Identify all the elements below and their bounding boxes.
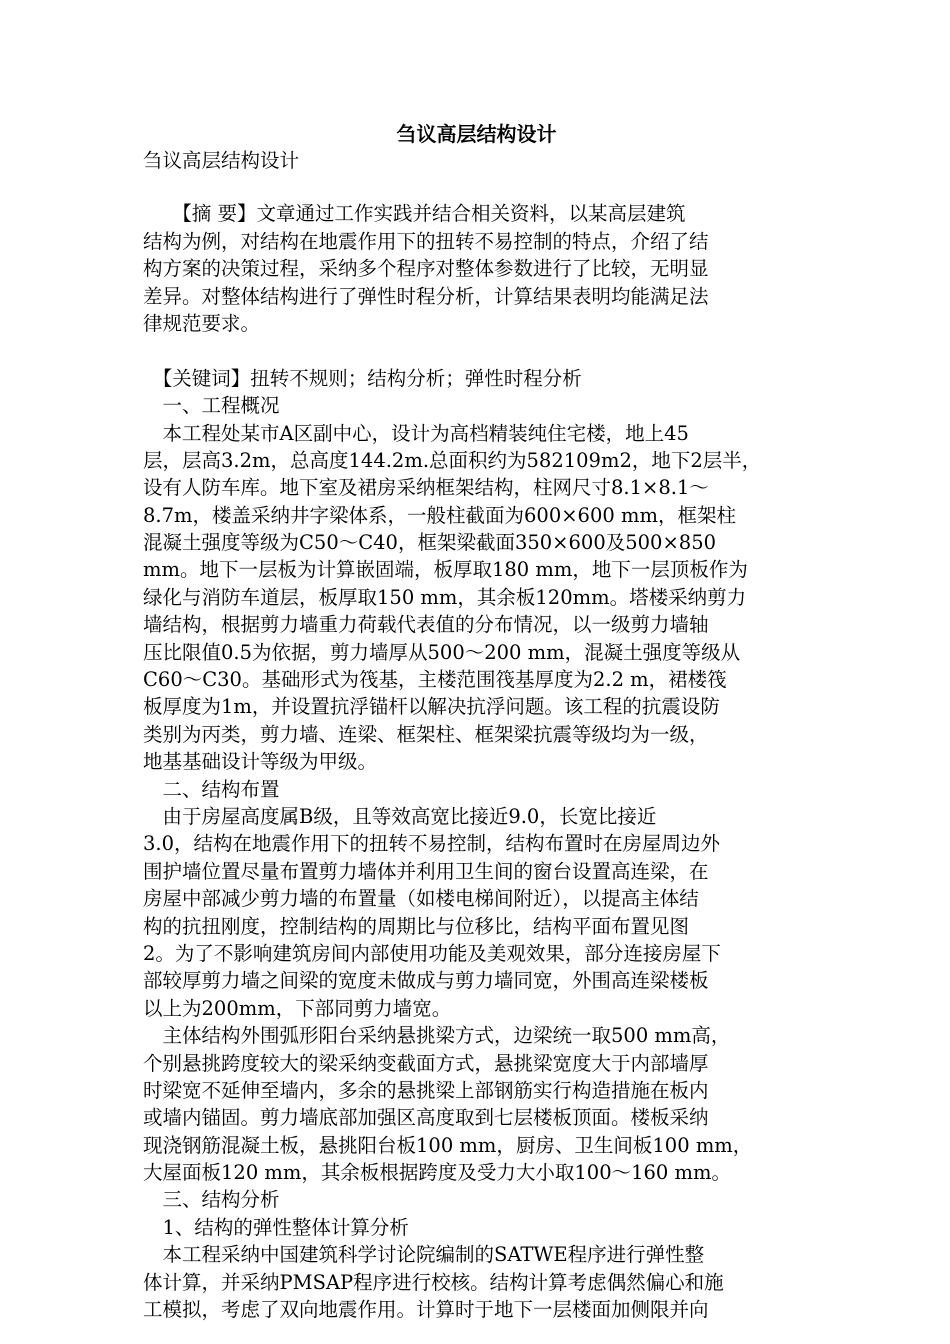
section-heading-1 bbox=[143, 392, 810, 419]
text-line: 绿化与消防车道层，板厚取150 mm，其余板120mm。塔楼采纳剪力 bbox=[143, 585, 747, 609]
text-line: 大屋面板120 mm，其余板根据跨度及受力大小取100～160 mm。 bbox=[143, 1161, 732, 1185]
text-line: 围护墙位置尽量布置剪力墙体并利用卫生间的窗台设置高连梁，在 bbox=[143, 859, 709, 883]
text-line: 主体结构外围弧形阳台采纳悬挑梁方式，边梁统一取500 mm高， bbox=[143, 1024, 731, 1048]
text-line: 压比限值0.5为依据，剪力墙厚从500～200 mm，混凝土强度等级从 bbox=[143, 640, 741, 664]
text-line: C60～C30。基础形式为筏基，主楼范围筏基厚度为2.2 m，裙楼筏 bbox=[143, 668, 727, 692]
document-title: 刍议高层结构设计 bbox=[396, 122, 557, 146]
text-line: 2。为了不影响建筑房间内部使用功能及美观效果，部分连接房屋下 bbox=[143, 941, 721, 965]
text-line: 层，层高3.2m，总高度144.2m.总面积约为582109m2，地下2层半， bbox=[143, 448, 762, 472]
text-line: 时梁宽不延伸至墙内，多余的悬挑梁上部钢筋实行构造措施在板内 bbox=[143, 1078, 709, 1102]
text-line: 【摘 要】文章通过工作实践并结合相关资料，以某高层建筑 bbox=[143, 202, 686, 226]
section3-heading-text: 三、结构分析 bbox=[143, 1188, 280, 1212]
text-line: 设有人防车库。地下室及裙房采纳框架结构，柱网尺寸8.1×8.1～ bbox=[143, 476, 709, 500]
text-line: 以上为200mm，下部同剪力墙宽。 bbox=[143, 996, 452, 1020]
text-line: 8.7m，楼盖采纳井字梁体系，一般柱截面为600×600 mm，框架柱 bbox=[143, 503, 736, 527]
document-subtitle: 刍议高层结构设计 bbox=[143, 149, 300, 172]
text-line: 现浇钢筋混凝土板，悬挑阳台板100 mm，厨房、卫生间板100 mm， bbox=[143, 1133, 753, 1157]
section1-body bbox=[143, 420, 810, 776]
section2-heading-text: 二、结构布置 bbox=[143, 777, 280, 801]
keywords-line: 【关键词】扭转不规则；结构分析；弹性时程分析 bbox=[143, 366, 582, 390]
text-line: 或墙内锚固。剪力墙底部加强区高度取到七层楼板顶面。楼板采纳 bbox=[143, 1106, 709, 1130]
text-line: 律规范要求。 bbox=[143, 311, 261, 335]
section3-subheading bbox=[143, 1214, 810, 1241]
document-page bbox=[143, 120, 810, 1323]
section2-body bbox=[143, 803, 810, 1186]
text-line: 地基基础设计等级为甲级。 bbox=[143, 750, 378, 774]
text-line: 部较厚剪力墙之间梁的宽度未做成与剪力墙同宽，外围高连梁楼板 bbox=[143, 969, 709, 993]
text-line: 工模拟，考虑了双向地震作用。计算时于地下一层楼面加侧限并向 bbox=[143, 1298, 709, 1322]
text-line: 构方案的决策过程，采纳多个程序对整体参数进行了比较，无明显 bbox=[143, 257, 709, 281]
section-heading-3 bbox=[143, 1186, 810, 1213]
section3-sub1-text: 1、结构的弹性整体计算分析 bbox=[143, 1215, 409, 1239]
blank-line bbox=[143, 173, 810, 200]
text-line: mm。地下一层板为计算嵌固端，板厚取180 mm，地下一层顶板作为 bbox=[143, 558, 748, 582]
text-line: 板厚度为1m，并设置抗浮锚杆以解决抗浮问题。该工程的抗震设防 bbox=[143, 695, 720, 719]
text-line: 本工程采纳中国建筑科学讨论院编制的SATWE程序进行弹性整 bbox=[143, 1243, 705, 1267]
text-line: 本工程处某市A区副中心，设计为高档精装纯住宅楼，地上45 bbox=[143, 421, 689, 445]
text-line: 体计算，并采纳PMSAP程序进行校核。结构计算考虑偶然偏心和施 bbox=[143, 1270, 724, 1294]
text-line: 3.0，结构在地震作用下的扭转不易控制，结构布置时在房屋周边外 bbox=[143, 832, 721, 856]
blank-line bbox=[143, 337, 810, 364]
text-line: 由于房屋高度属B级，且等效高宽比接近9.0，长宽比接近 bbox=[143, 804, 657, 828]
text-line: 个别悬挑跨度较大的梁采纳变截面方式，悬挑梁宽度大于内部墙厚 bbox=[143, 1051, 709, 1075]
text-line: 构的抗扭刚度，控制结构的周期比与位移比，结构平面布置见图 bbox=[143, 914, 690, 938]
section-heading-2 bbox=[143, 776, 810, 803]
text-line: 混凝土强度等级为C50～C40，框架梁截面350×600及500×850 bbox=[143, 531, 717, 555]
text-line: 墙结构，根据剪力墙重力荷载代表值的分布情况，以一级剪力墙轴 bbox=[143, 613, 709, 637]
text-line: 类别为丙类，剪力墙、连梁、框架柱、框架梁抗震等级均为一级， bbox=[143, 722, 709, 746]
text-line: 结构为例，对结构在地震作用下的扭转不易控制的特点，介绍了结 bbox=[143, 229, 709, 253]
abstract-paragraph bbox=[143, 200, 810, 337]
text-line: 差异。对整体结构进行了弹性时程分析，计算结果表明均能满足法 bbox=[143, 284, 709, 308]
section3-body bbox=[143, 1241, 810, 1323]
section1-heading-text: 一、工程概况 bbox=[143, 394, 280, 418]
keywords-paragraph bbox=[143, 365, 810, 392]
text-line: 房屋中部减少剪力墙的布置量（如楼电梯间附近），以提高主体结 bbox=[143, 887, 699, 911]
